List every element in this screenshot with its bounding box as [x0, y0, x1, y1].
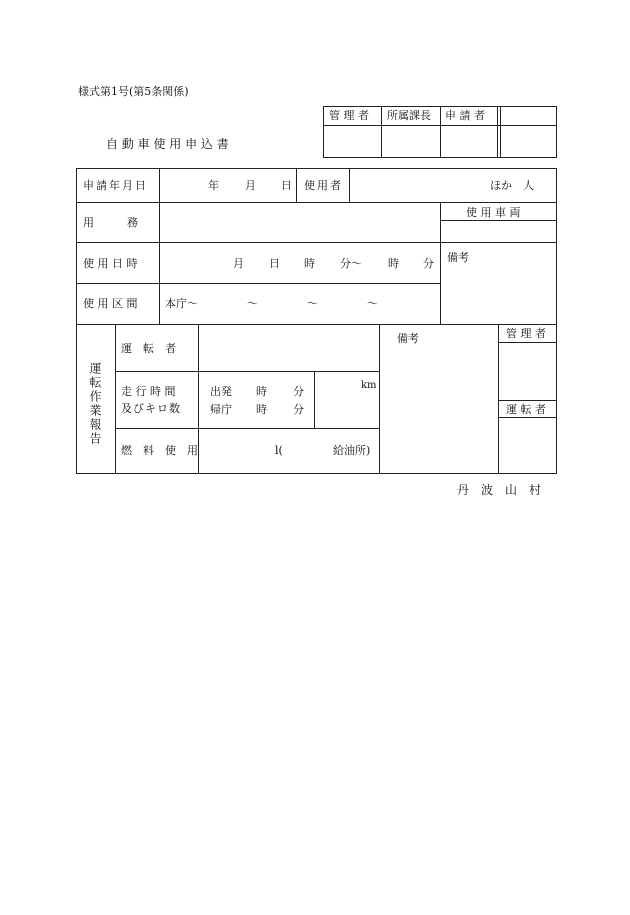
section-tilde-3: 〜: [367, 297, 378, 310]
datetime-hour-to-unit: 時: [388, 257, 399, 270]
user-suffix: ほか 人: [490, 179, 534, 192]
approval-manager-label: 管 理 者: [329, 109, 369, 122]
user-label: 使用者: [304, 179, 343, 192]
remarks-label: 備考: [447, 251, 469, 264]
fuel-unit: l(: [275, 444, 283, 457]
section-tilde-2: 〜: [307, 297, 318, 310]
depart-label: 出発: [210, 385, 232, 398]
section-start: 本庁〜: [165, 297, 198, 310]
fuel-station: 給油所): [333, 444, 371, 457]
datetime-day-unit: 日: [269, 257, 280, 270]
approval-section-chief-label: 所属課長: [387, 109, 431, 122]
depart-minute-unit: 分: [293, 385, 304, 398]
date-month-unit: 月: [245, 179, 256, 192]
approval-applicant-label: 申 請 者: [445, 109, 485, 122]
datetime-hour-unit: 時: [304, 257, 315, 270]
vehicle-label: 使 用 車 両: [466, 206, 521, 219]
report-remarks-label: 備考: [397, 332, 419, 345]
datetime-label: 使 用 日 時: [83, 257, 138, 270]
datetime-minute-to-unit: 分: [423, 257, 434, 270]
purpose-label: 用 務: [83, 216, 138, 229]
section-label: 使 用 区 間: [83, 297, 138, 310]
fuel-label: 燃 料 使 用: [121, 444, 198, 457]
return-minute-unit: 分: [293, 403, 304, 416]
depart-hour-unit: 時: [256, 385, 267, 398]
report-side-label: 運転作業報告: [88, 362, 102, 446]
datetime-minute-from-unit: 分〜: [340, 257, 362, 270]
return-label: 帰庁: [210, 403, 232, 416]
report-driver-label: 運 転 者: [121, 342, 176, 355]
village-name: 丹 波 山 村: [457, 483, 542, 497]
return-hour-unit: 時: [256, 403, 267, 416]
form-title: 自 動 車 使 用 申 込 書: [106, 137, 229, 151]
date-year-unit: 年: [208, 179, 219, 192]
report-manager-label: 管 理 者: [506, 327, 546, 340]
report-driver2-label: 運 転 者: [506, 403, 546, 416]
datetime-month-unit: 月: [233, 257, 244, 270]
form-number: 様式第1号(第5条関係): [78, 85, 189, 98]
km-unit: km: [361, 380, 377, 391]
application-date-label: 申請年月日: [83, 179, 148, 192]
section-tilde-1: 〜: [247, 297, 258, 310]
travel-label-1: 走 行 時 間: [121, 385, 176, 398]
travel-label-2: 及びキロ数: [121, 402, 181, 415]
date-day-unit: 日: [281, 179, 292, 192]
